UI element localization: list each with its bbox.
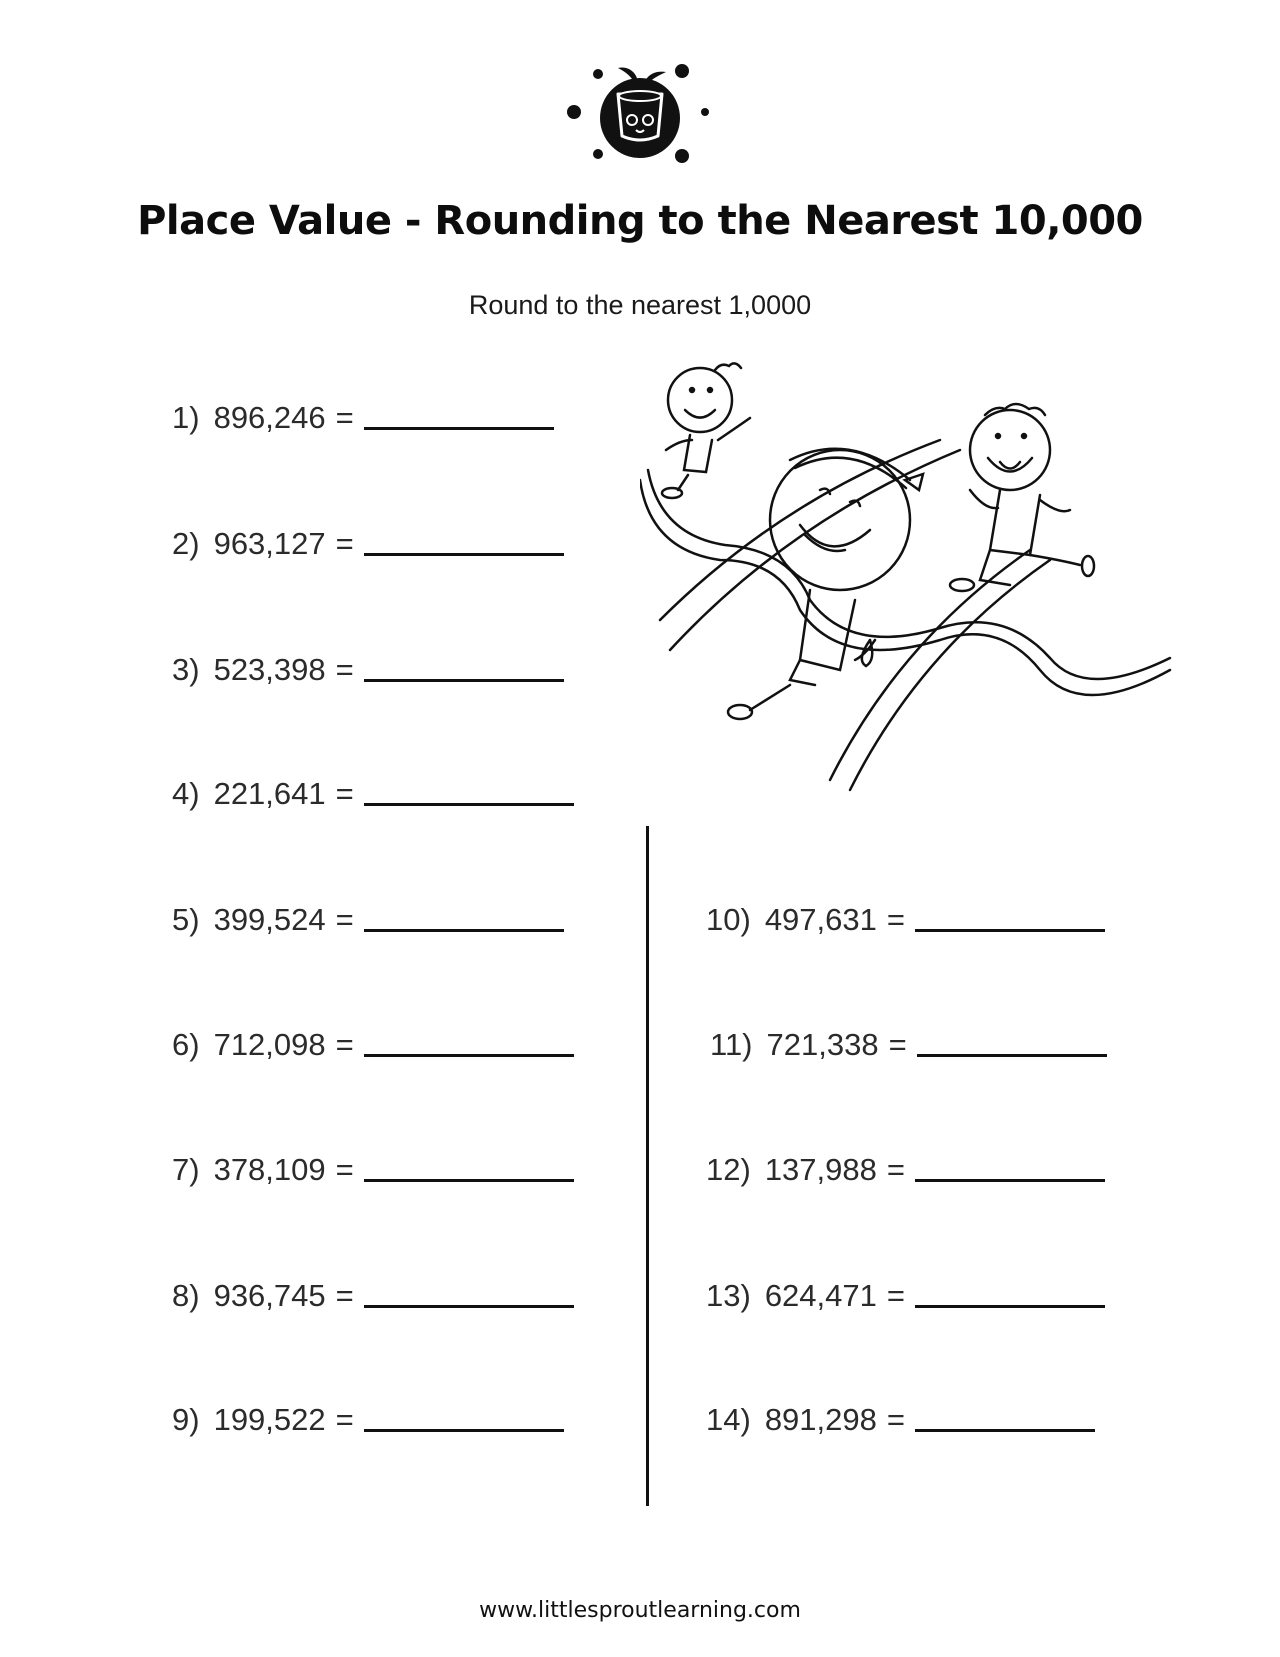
answer-blank[interactable] [364,427,554,430]
equals-sign: = [335,526,354,561]
problem-8 [172,1278,574,1314]
answer-blank[interactable] [915,1179,1105,1182]
problem-5 [172,902,564,938]
answer-blank[interactable] [364,1054,574,1057]
answer-blank[interactable] [915,1429,1095,1432]
page-title: Place Value - Rounding to the Nearest 10,000 [137,198,1143,244]
problem-4 [172,776,574,812]
problem-number: 1) [172,400,200,435]
equals-sign: = [886,1152,905,1187]
problem-value: 378,109 [213,1152,326,1187]
equals-sign: = [335,1278,354,1313]
equals-sign: = [335,776,354,811]
equals-sign: = [886,902,905,937]
problem-value: 963,127 [213,526,326,561]
answer-blank[interactable] [915,1305,1105,1308]
answer-blank[interactable] [364,1429,564,1432]
equals-sign: = [888,1027,907,1062]
problem-2 [172,526,564,562]
problem-number: 9) [172,1402,200,1437]
column-divider [646,826,649,1506]
answer-blank[interactable] [364,679,564,682]
problem-6 [172,1027,574,1063]
problem-value: 199,522 [213,1402,326,1437]
equals-sign: = [335,652,354,687]
kids-running-finish-line-illustration [640,340,1180,800]
problem-11 [710,1027,1107,1063]
problem-14 [706,1402,1095,1438]
problem-13 [706,1278,1105,1314]
problem-value: 399,524 [213,902,326,937]
problem-value: 936,745 [213,1278,326,1313]
problem-value: 221,641 [213,776,326,811]
problem-value: 896,246 [213,400,326,435]
problem-value: 624,471 [764,1278,877,1313]
equals-sign: = [335,1402,354,1437]
answer-blank[interactable] [364,1179,574,1182]
problem-number: 14) [706,1402,751,1437]
equals-sign: = [335,902,354,937]
problem-value: 891,298 [764,1402,877,1437]
footer-website: www.littlesproutlearning.com [479,1598,801,1623]
equals-sign: = [886,1402,905,1437]
problem-1 [172,400,554,436]
equals-sign: = [886,1278,905,1313]
answer-blank[interactable] [364,553,564,556]
equals-sign: = [335,1152,354,1187]
problem-number: 6) [172,1027,200,1062]
problem-number: 13) [706,1278,751,1313]
equals-sign: = [335,1027,354,1062]
problem-9 [172,1402,564,1438]
problem-value: 523,398 [213,652,326,687]
problem-number: 5) [172,902,200,937]
problem-value: 721,338 [766,1027,879,1062]
answer-blank[interactable] [364,1305,574,1308]
problem-number: 12) [706,1152,751,1187]
answer-blank[interactable] [917,1054,1107,1057]
problem-number: 10) [706,902,751,937]
problem-number: 7) [172,1152,200,1187]
problem-7 [172,1152,574,1188]
problem-number: 3) [172,652,200,687]
problem-3 [172,652,564,688]
problem-number: 8) [172,1278,200,1313]
problem-value: 712,098 [213,1027,326,1062]
answer-blank[interactable] [915,929,1105,932]
answer-blank[interactable] [364,929,564,932]
problem-value: 137,988 [764,1152,877,1187]
instructions: Round to the nearest 1,0000 [468,290,812,320]
problem-number: 11) [710,1027,753,1062]
problem-value: 497,631 [764,902,877,937]
problem-number: 4) [172,776,200,811]
answer-blank[interactable] [364,803,574,806]
problem-10 [706,902,1105,938]
problem-12 [706,1152,1105,1188]
sprout-pot-logo-icon [560,44,720,174]
equals-sign: = [335,400,354,435]
problem-number: 2) [172,526,200,561]
